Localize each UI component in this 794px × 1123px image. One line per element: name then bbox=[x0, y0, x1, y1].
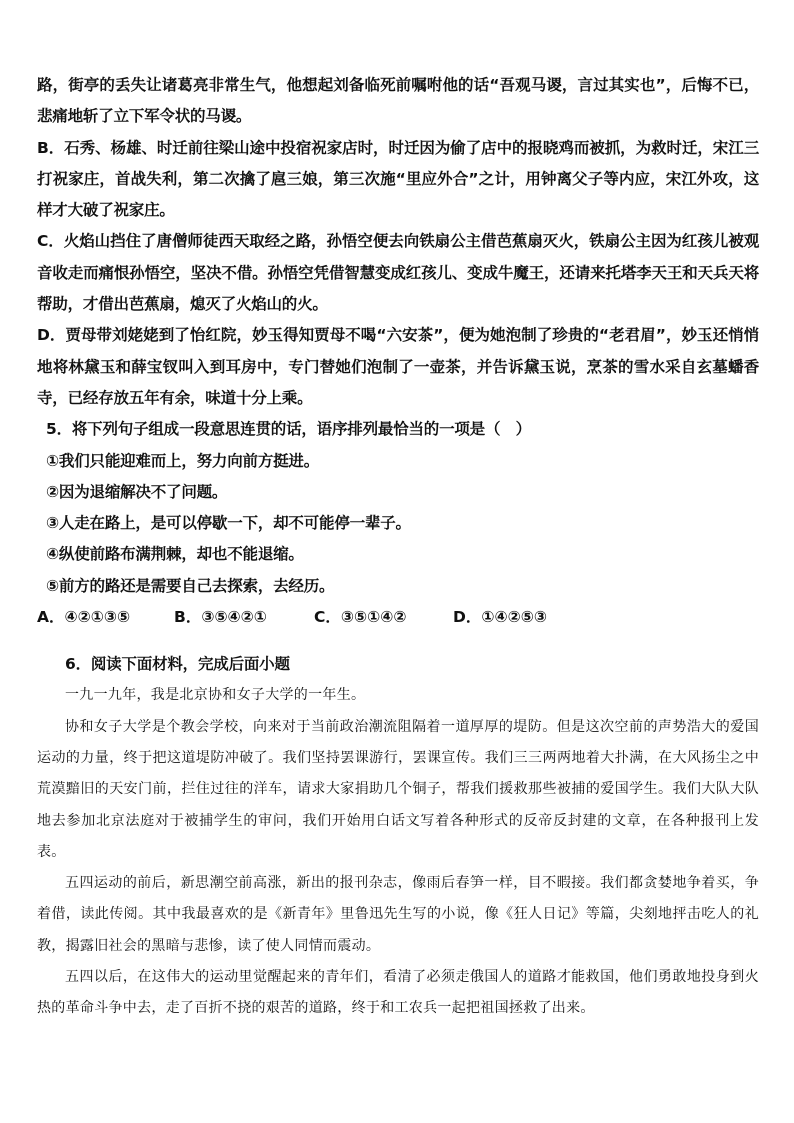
q5-options bbox=[37, 602, 759, 633]
q5-stem: 5．将下列句子组成一段意思连贯的话，语序排列最恰当的一项是（ ） bbox=[46, 420, 531, 439]
q5-sentence-4: ④纵使前路布满荆棘，却也不能退缩。 bbox=[46, 545, 304, 564]
q4-option-a-tail: 路，街亭的丢失让诸葛亮非常生气，他想起刘备临死前嘱咐他的话“吾观马谡，言过其实也”，后悔不已，悲痛地斩了立下军令状的马谡。 bbox=[37, 76, 759, 126]
q5-sentence-5: ⑤前方的路还是需要自己去探索，去经历。 bbox=[46, 576, 335, 595]
q4-option-c: C．火焰山挡住了唐僧师徒西天取经之路，孙悟空便去向铁扇公主借芭蕉扇灭火，铁扇公主因为红孩儿被观音收走而痛恨孙悟空，坚决不借。孙悟空凭借智慧变成红孩儿、变成牛魔王，还请来托塔李天王和天兵天将帮助，才借出芭蕉扇，熄灭了火焰山的火。 bbox=[37, 232, 759, 314]
q6-stem: 6．阅读下面材料，完成后面小题 bbox=[65, 655, 290, 674]
q4-option-b: B．石秀、杨雄、时迁前往梁山途中投宿祝家店时，时迁因为偷了店中的报晓鸡而被抓，为救时迁，宋江三打祝家庄，首战失利，第二次擒了扈三娘，第三次施“里应外合”之计，用钟离父子等内应，宋江外攻，这样才大破了祝家庄。 bbox=[37, 138, 759, 220]
q5-sentence-1: ①我们只能迎难而上，努力向前方挺进。 bbox=[46, 451, 320, 470]
q5-option-b[interactable]: B．③⑤④②① bbox=[174, 608, 267, 627]
q4-option-d: D．贾母带刘姥姥到了怡红院，妙玉得知贾母不喝“六安茶”，便为她泡制了珍贵的“老君眉”，妙玉还悄悄地将林黛玉和薛宝钗叫入到耳房中，专门替她们泡制了一壶茶，并告诉黛玉说，烹茶的雪水采自玄墓蟠香寺，已经存放五年有余，味道十分上乘。 bbox=[37, 326, 759, 407]
q5-option-d[interactable]: D．①④②⑤③ bbox=[453, 608, 547, 627]
q5-option-c[interactable]: C．③⑤①④② bbox=[314, 608, 407, 627]
exam-page bbox=[37, 70, 759, 1025]
q6-paragraph-1: 一九一九年，我是北京协和女子大学的一年生。 bbox=[65, 687, 366, 704]
q6-paragraph-3: 五四运动的前后，新思潮空前高涨，新出的报刊杂志，像雨后春笋一样，目不暇接。我们都贪婪地争着买，争着借，读此传阅。其中我最喜欢的是《新青年》里鲁迅先生写的小说，像《狂人日记》等篇，尖刻地抨击吃人的礼教，揭露旧社会的黑暗与悲惨，读了使人同情而震动。 bbox=[37, 875, 759, 954]
q6-paragraph-2: 协和女子大学是个教会学校，向来对于当前政治潮流阻隔着一道厚厚的堤防。但是这次空前的声势浩大的爱国运动的力量，终于把这道堤防冲破了。我们坚持罢课游行，罢课宣传。我们三三两两地着大扑满，在大风扬尘之中荒漠黯旧的天安门前，拦住过往的洋车，请求大家捐助几个铜子，帮我们援救那些被捕的爱国学生。我们大队大队地去参加北京法庭对于被捕学生的审问，我们开始用白话文写着各种形式的反帝反封建的文章，在各种报刊上发表。 bbox=[37, 718, 759, 860]
q5-option-a[interactable]: A．④②①③⑤ bbox=[37, 608, 131, 627]
q5-sentence-3: ③人走在路上，是可以停歇一下，却不可能停一辈子。 bbox=[46, 514, 411, 533]
q5-sentence-2: ②因为退缩解决不了问题。 bbox=[46, 482, 228, 501]
q6-paragraph-4: 五四以后，在这伟大的运动里觉醒起来的青年们，看清了必须走俄国人的道路才能救国，他们勇敢地投身到火热的革命斗争中去，走了百折不挠的艰苦的道路，终于和工农兵一起把祖国拯救了出来。 bbox=[37, 969, 759, 1017]
